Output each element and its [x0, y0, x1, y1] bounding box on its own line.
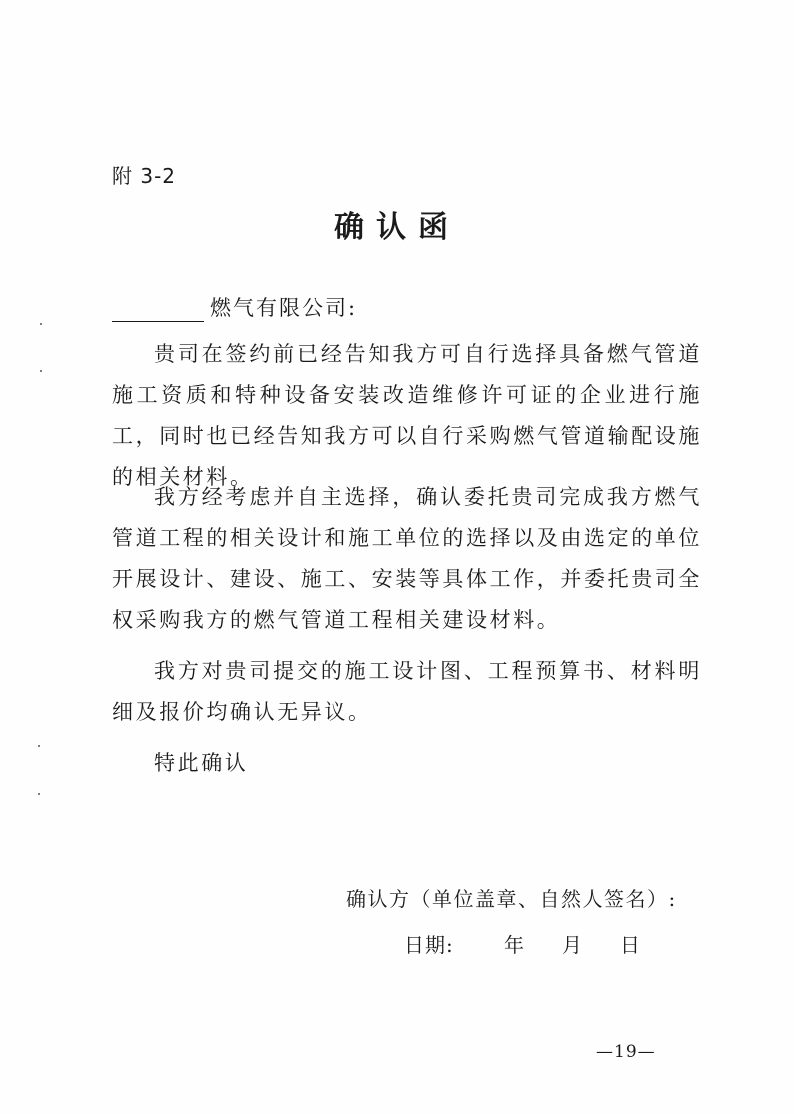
scan-mark [38, 745, 40, 747]
date-line [404, 929, 641, 958]
scan-mark [38, 793, 40, 795]
signature-label: 确认方（单位盖章、自然人签名）: [346, 887, 677, 911]
document-title: 确认函 [334, 210, 460, 245]
month-label: 月 [562, 933, 583, 957]
attachment-label: 附 3-2 [112, 164, 177, 188]
paragraph-no-objection: 我方对贵司提交的施工设计图、工程预算书、材料明细及报价均确认无异议。 [112, 659, 702, 724]
closing-statement: 特此确认 [154, 751, 249, 775]
addressee-line [112, 292, 357, 322]
paragraph-entrust: 我方经考虑并自主选择，确认委托贵司完成我方燃气管道工程的相关设计和施工单位的选择以及由选定的单位开展设计、建设、施工、安装等具体工作，并委托贵司全权采购我方的燃气管道工程相关建设材料。 [112, 485, 702, 632]
paragraph-notice: 贵司在签约前已经告知我方可自行选择具备燃气管道施工资质和特种设备安装改造维修许可证的企业进行施工，同时也已经告知我方可以自行采购燃气管道输配设施的相关材料。 [112, 342, 702, 489]
addressee-company: 燃气有限公司: [210, 296, 358, 320]
scan-mark [40, 323, 42, 325]
day-label: 日 [620, 933, 641, 957]
addressee-blank [112, 299, 204, 322]
page-number: —19— [596, 1042, 656, 1062]
scan-mark [40, 370, 42, 372]
date-label: 日期: [404, 933, 454, 957]
year-label: 年 [504, 933, 525, 957]
